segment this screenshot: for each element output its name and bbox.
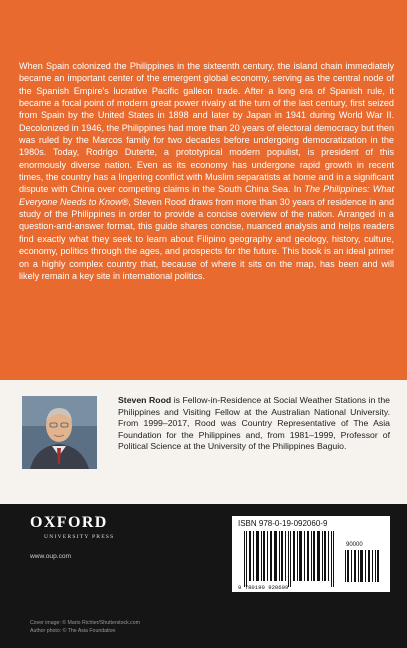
description-part-2: , Steven Rood draws from more than 30 years of residence in and study of the Philippines in order to provide a concise overview of the nation. Arranged in a question-and-answer format, this guide shares concise, nuanced analysis and helps readers find exactly what they seek to learn about Filipino geography and geology, history, culture, economy, politics through the ages, and prospects for the future. This book is an ideal primer on a highly complex country that, because of where it sits on the map, has been and will likely remain a key site in international politics.	[19, 196, 395, 281]
book-title: The Philippines: What Everyone Needs to Know®	[19, 184, 394, 207]
barcode-icon	[232, 516, 390, 592]
oxford-logo-subtitle: UNIVERSITY PRESS	[44, 534, 115, 540]
author-section	[0, 386, 407, 504]
oxford-logo: OXFORD	[30, 514, 108, 531]
barcode	[232, 516, 390, 592]
price-code: 90000	[346, 542, 363, 548]
cover-image-credit: Cover image: © Mario Richter/Shutterstock.com	[30, 620, 140, 626]
book-description	[19, 60, 394, 282]
author-portrait-icon	[22, 396, 97, 469]
publisher-url: www.oup.com	[30, 553, 72, 560]
publisher-section	[0, 504, 407, 648]
barcode-digits: 9 780190 920609	[238, 584, 289, 591]
author-photo-credit: Author photo: © The Asia Foundation	[30, 628, 116, 634]
author-name: Steven Rood	[118, 395, 172, 405]
description-part-1: When Spain colonized the Philippines in the sixteenth century, the island chain immediately became an important center of the emergent global economy, serving as the central node of the Spanish Empire's lucrative Pacific galleon trade. After a long era of Spanish rule, it became a focal point of modern great power rivalry at the turn of the last century, first seized from Spain by the United States in 1898 and later by Japan in 1941 during World War II. Decolonized in 1946, the Philippines had more than 20 years of electoral democracy but then was ruled by the Marcos family for two decades before undergoing democratization in the 1980s. Today, Rodrigo Duterte, a prototypical modern populist, is president of this enormously diverse nation. Even as its economy has undergone rapid growth in recent times, the country has a lingering conflict with Muslim separatists at home and in a significant dispute with China over competing claims in the South China Sea. In	[19, 61, 394, 195]
author-bio-text: is Fellow-in-Residence at Social Weather Stations in the Philippines and Visiting Fellow at the Australian National University. From 1999–2017, Rood was Country Representative of The Asia Foundation for the Philippines and, from 1981–1999, Professor of Political Science at the University of the Philippines Baguio.	[118, 395, 390, 452]
author-bio	[118, 395, 390, 453]
author-photo	[22, 396, 97, 469]
isbn-label: ISBN 978-0-19-092060-9	[238, 519, 328, 528]
